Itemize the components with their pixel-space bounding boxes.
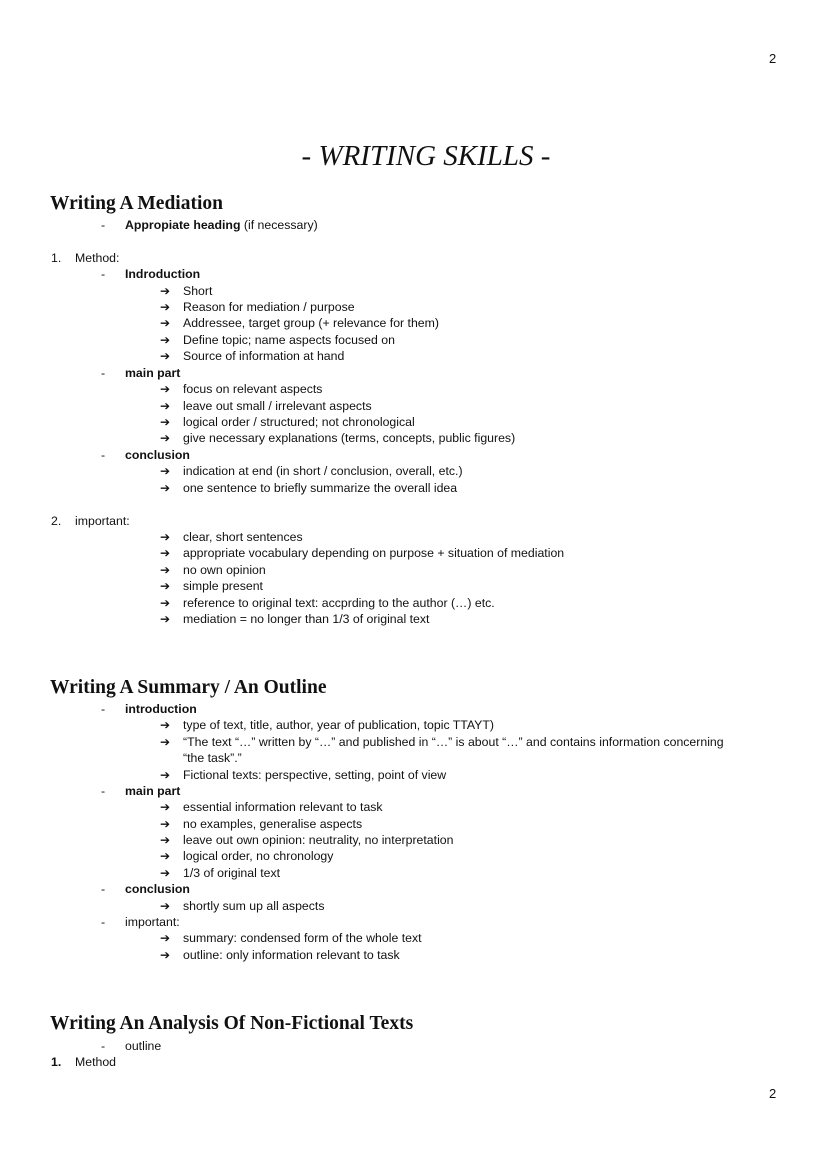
list-item: clear, short sentences bbox=[183, 530, 303, 544]
heading-requirement bbox=[125, 217, 318, 233]
section-heading-summary: Writing A Summary / An Outline bbox=[50, 677, 327, 698]
list-number: 1. bbox=[51, 1055, 62, 1069]
heading-requirement-note: (if necessary) bbox=[240, 218, 318, 232]
arrow-icon: ➔ bbox=[160, 382, 171, 396]
list-item: type of text, title, author, year of publication, topic TTAYT) bbox=[183, 718, 494, 732]
list-item: shortly sum up all aspects bbox=[183, 899, 325, 913]
dash-bullet: - bbox=[101, 218, 106, 232]
subsection-label: important: bbox=[125, 915, 180, 929]
list-item: leave out own opinion: neutrality, no interpretation bbox=[183, 833, 454, 847]
list-item: logical order / structured; not chronological bbox=[183, 415, 415, 429]
list-item: Fictional texts: perspective, setting, point of view bbox=[183, 768, 447, 782]
list-item: Addressee, target group (+ relevance for them) bbox=[183, 316, 439, 330]
arrow-icon: ➔ bbox=[160, 866, 171, 880]
arrow-icon: ➔ bbox=[160, 563, 171, 577]
list-item: focus on relevant aspects bbox=[183, 382, 323, 396]
list-number: 2. bbox=[51, 514, 62, 528]
arrow-icon: ➔ bbox=[160, 333, 171, 347]
dash-bullet: - bbox=[101, 882, 106, 896]
arrow-icon: ➔ bbox=[160, 800, 171, 814]
list-item: outline: only information relevant to task bbox=[183, 948, 400, 962]
dash-bullet: - bbox=[101, 448, 106, 462]
arrow-icon: ➔ bbox=[160, 316, 171, 330]
heading-requirement-bold: Appropiate heading bbox=[125, 218, 241, 232]
dash-bullet: - bbox=[101, 702, 106, 716]
dash-bullet: - bbox=[101, 1039, 106, 1053]
arrow-icon: ➔ bbox=[160, 931, 171, 945]
arrow-icon: ➔ bbox=[160, 718, 171, 732]
page-number-top: 2 bbox=[769, 51, 777, 66]
list-item-continuation: “the task”.” bbox=[183, 751, 242, 765]
list-item: essential information relevant to task bbox=[183, 800, 383, 814]
dash-bullet: - bbox=[101, 784, 106, 798]
arrow-icon: ➔ bbox=[160, 349, 171, 363]
list-item: Define topic; name aspects focused on bbox=[183, 333, 395, 347]
subsection-label: conclusion bbox=[125, 448, 190, 462]
arrow-icon: ➔ bbox=[160, 546, 171, 560]
subsection-label: outline bbox=[125, 1039, 162, 1053]
section-heading-analysis: Writing An Analysis Of Non-Fictional Texts bbox=[50, 1013, 414, 1034]
list-item: “The text “…” written by “…” and published in “…” is about “…” and contains information concerning bbox=[183, 735, 724, 749]
arrow-icon: ➔ bbox=[160, 530, 171, 544]
page-title: - WRITING SKILLS - bbox=[301, 140, 551, 172]
list-item: reference to original text: accprding to the author (…) etc. bbox=[183, 596, 495, 610]
list-item: indication at end (in short / conclusion, overall, etc.) bbox=[183, 464, 463, 478]
arrow-icon: ➔ bbox=[160, 612, 171, 626]
subsection-label: introduction bbox=[125, 702, 197, 716]
arrow-icon: ➔ bbox=[160, 415, 171, 429]
list-item: simple present bbox=[183, 579, 263, 593]
list-item: mediation = no longer than 1/3 of original text bbox=[183, 612, 430, 626]
list-item: logical order, no chronology bbox=[183, 849, 334, 863]
subsection-label: conclusion bbox=[125, 882, 190, 896]
list-item: summary: condensed form of the whole text bbox=[183, 931, 422, 945]
dash-bullet: - bbox=[101, 267, 106, 281]
arrow-icon: ➔ bbox=[160, 817, 171, 831]
method-label: Method: bbox=[75, 251, 120, 265]
list-item: no examples, generalise aspects bbox=[183, 817, 363, 831]
important-label: important: bbox=[75, 514, 130, 528]
page-number-bottom: 2 bbox=[769, 1086, 777, 1101]
arrow-icon: ➔ bbox=[160, 768, 171, 782]
arrow-icon: ➔ bbox=[160, 596, 171, 610]
method-label: Method bbox=[75, 1055, 117, 1069]
list-item: Short bbox=[183, 284, 213, 298]
list-item: Source of information at hand bbox=[183, 349, 345, 363]
list-item: Reason for mediation / purpose bbox=[183, 300, 355, 314]
list-item: no own opinion bbox=[183, 563, 266, 577]
list-item: one sentence to briefly summarize the overall idea bbox=[183, 481, 458, 495]
arrow-icon: ➔ bbox=[160, 735, 171, 749]
list-item: appropriate vocabulary depending on purpose + situation of mediation bbox=[183, 546, 565, 560]
arrow-icon: ➔ bbox=[160, 481, 171, 495]
arrow-icon: ➔ bbox=[160, 948, 171, 962]
section-heading-mediation: Writing A Mediation bbox=[50, 193, 223, 214]
subsection-label: main part bbox=[125, 784, 181, 798]
subsection-label: main part bbox=[125, 366, 181, 380]
arrow-icon: ➔ bbox=[160, 849, 171, 863]
arrow-icon: ➔ bbox=[160, 300, 171, 314]
arrow-icon: ➔ bbox=[160, 833, 171, 847]
subsection-label: Indroduction bbox=[125, 267, 201, 281]
arrow-icon: ➔ bbox=[160, 899, 171, 913]
arrow-icon: ➔ bbox=[160, 284, 171, 298]
arrow-icon: ➔ bbox=[160, 399, 171, 413]
dash-bullet: - bbox=[101, 915, 106, 929]
list-item: leave out small / irrelevant aspects bbox=[183, 399, 372, 413]
arrow-icon: ➔ bbox=[160, 579, 171, 593]
list-item: give necessary explanations (terms, concepts, public figures) bbox=[183, 431, 516, 445]
list-item: 1/3 of original text bbox=[183, 866, 281, 880]
list-number: 1. bbox=[51, 251, 62, 265]
arrow-icon: ➔ bbox=[160, 464, 171, 478]
arrow-icon: ➔ bbox=[160, 431, 171, 445]
dash-bullet: - bbox=[101, 366, 106, 380]
